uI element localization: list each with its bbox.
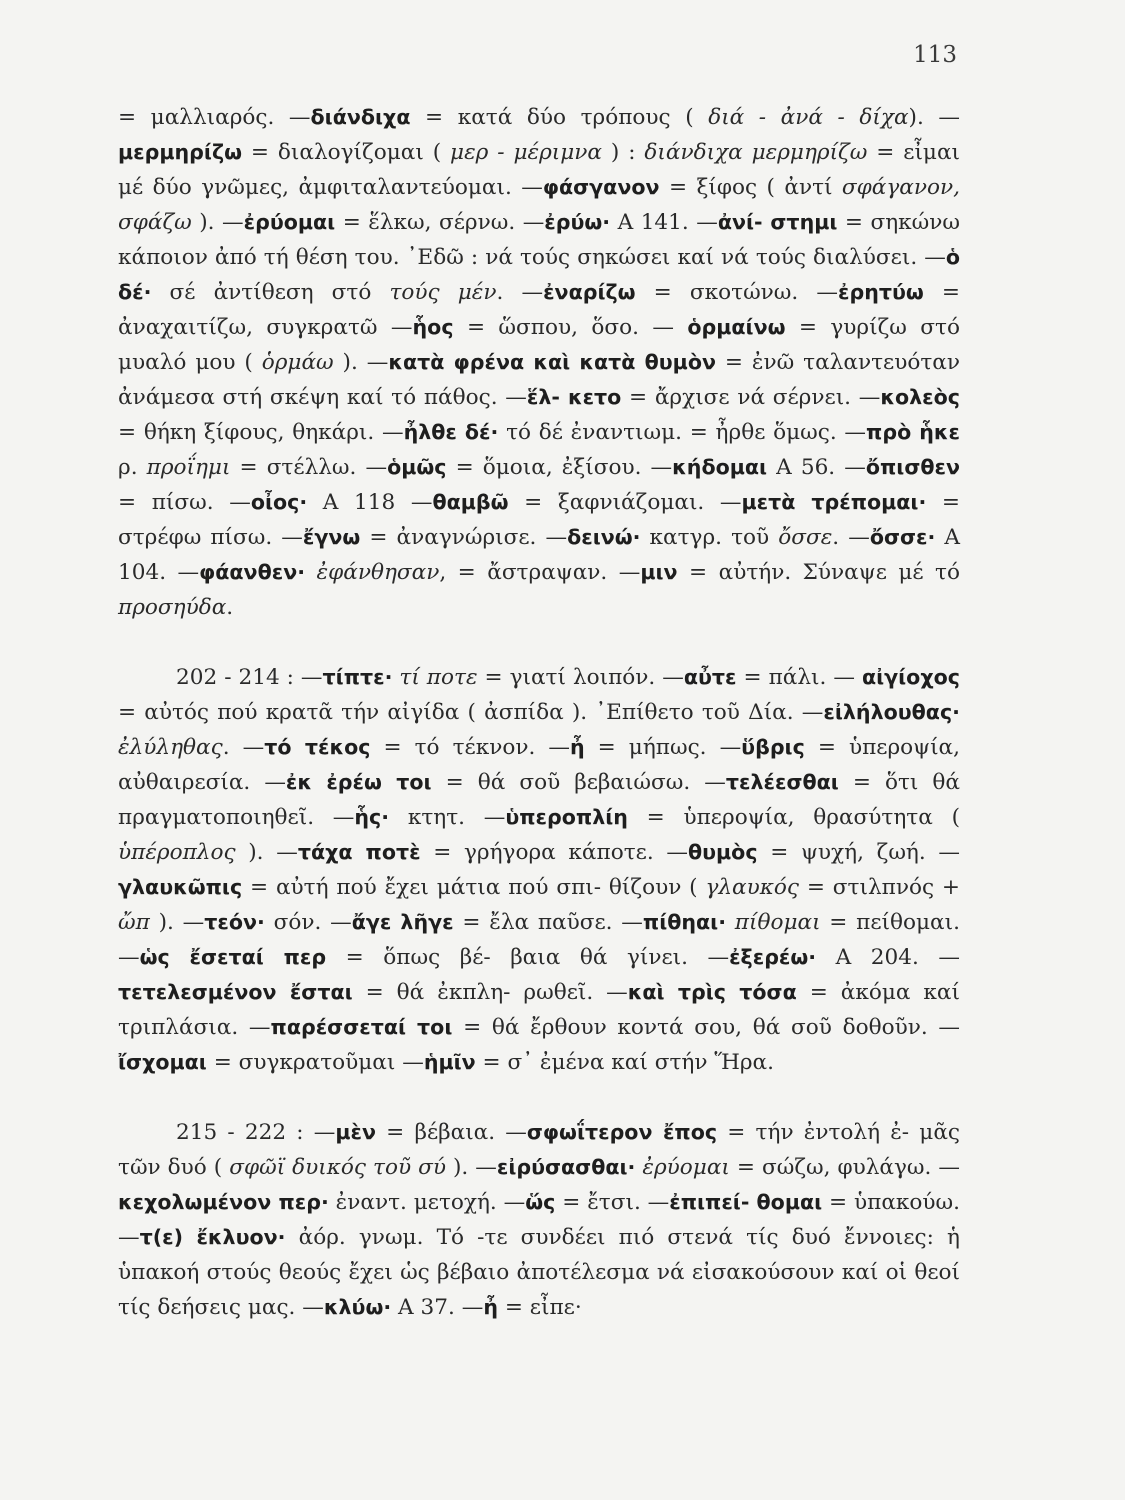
gloss-text: = ἕλκω, σέρνω. —: [335, 210, 545, 235]
headword: τελέεσθαι: [725, 770, 839, 794]
headword: φάσγανον: [542, 175, 660, 199]
gloss-text: = αὐτή πού ἔχει μάτια πού σπι- θίζουν (: [242, 875, 706, 900]
gloss-text: ). —: [191, 210, 244, 235]
headword: τεόν·: [204, 910, 265, 934]
headword: ἀνί- στημι: [717, 210, 838, 234]
italic-term: ἐρύομαι: [642, 1155, 730, 1180]
gloss-text: = ὥσπου, ὅσο. —: [453, 315, 688, 340]
headword: πίθηαι·: [642, 910, 727, 934]
gloss-text: = ἔλα παῦσε. —: [453, 910, 643, 935]
headword: ὕβρις: [741, 735, 805, 759]
gloss-text: [726, 910, 735, 935]
gloss-text: = σώζω, φυλάγω. —: [729, 1155, 960, 1180]
headword: ἐπιπεί- θομαι: [669, 1190, 823, 1214]
italic-term: προΐημι: [146, 455, 231, 480]
headword: μιν: [640, 560, 678, 584]
gloss-text: [305, 560, 316, 585]
gloss-text: = ὑπακούω. —: [118, 1190, 960, 1250]
gloss-text: ). —: [908, 105, 960, 130]
gloss-text: = σκοτώνω. —: [635, 280, 838, 305]
gloss-text: = διαλογίζομαι (: [242, 140, 451, 165]
headword: τάχα ποτὲ: [297, 840, 421, 864]
headword: ἐναρίζω: [543, 280, 636, 304]
gloss-text: = μαλλιαρός. —: [118, 105, 311, 130]
gloss-text: .: [226, 595, 234, 620]
italic-term: ὁρμάω: [261, 350, 334, 375]
gloss-text: = τό τέκνον. —: [370, 735, 570, 760]
italic-term: ὄσσε: [778, 525, 833, 550]
gloss-text: ). —: [235, 840, 298, 865]
gloss-text: Α 118 —: [307, 490, 433, 515]
headword: ἐξερέω·: [729, 945, 817, 969]
gloss-text: = συγκρατοῦμαι —: [206, 1050, 424, 1075]
headword: διάνδιχα: [310, 105, 411, 129]
headword: ὑπεροπλίη: [505, 805, 628, 829]
headword: κεχολωμένον περ·: [118, 1190, 329, 1214]
italic-term: ὑπέροπλος: [118, 840, 236, 865]
headword: ὁ δέ·: [118, 245, 960, 304]
italic-term: πίθομαι: [734, 910, 821, 935]
headword: τό τέκος: [264, 735, 371, 759]
headword: αἰγίοχος: [861, 665, 960, 689]
italic-term: ἐλύληθας: [118, 735, 223, 760]
gloss-text: ρ.: [118, 455, 147, 480]
gloss-text: Α 37. —: [391, 1295, 484, 1320]
headword: τετελεσμένον ἔσται: [118, 980, 353, 1004]
gloss-text: = ὅπως βέ- βαια θά γίνει. —: [326, 945, 730, 970]
paragraph-gap: [118, 625, 960, 660]
headword: ἕλ- κετο: [526, 385, 622, 409]
gloss-text: Α 204. —: [816, 945, 960, 970]
gloss-text: 215 - 222 : —: [176, 1120, 336, 1145]
gloss-text: . —: [222, 735, 265, 760]
headword: ἧς·: [354, 805, 390, 829]
gloss-text: ἀόρ. γνωμ. Τό -τε συνδέει πιό στενά τίς δυό ἔννοιες: ἡ ὑπακοή στούς θεούς ἔχει ὡς βέβαιο ἀποτέλεσμα νά εἰσακούσουν καί οἱ θεοί τίς δεήσεις μας. —: [118, 1225, 960, 1320]
gloss-text: ). —: [333, 350, 389, 375]
headword: ἄγε λῆγε: [351, 910, 454, 934]
italic-term: διά - ἀνά - δίχα: [708, 105, 909, 130]
italic-term: ὤπ: [118, 910, 150, 935]
gloss-text: = ἔτσι. —: [555, 1190, 670, 1215]
headword: τίπτε·: [322, 665, 393, 689]
gloss-text: = θά ἐκπλη- ρωθεῖ. —: [352, 980, 628, 1005]
text-block: [118, 100, 960, 1325]
headword: ἐκ ἐρέω τοι: [285, 770, 432, 794]
gloss-text: = ξαφνιάζομαι. —: [508, 490, 742, 515]
italic-term: σφάγανον, σφάζω: [118, 175, 960, 235]
headword: ὁμῶς: [387, 455, 447, 479]
headword: κατὰ φρένα καὶ κατὰ θυμὸν: [388, 350, 717, 374]
gloss-text: ). —: [149, 910, 205, 935]
page-number: 113: [913, 42, 957, 68]
paragraph-p3: [118, 1115, 960, 1325]
headword: ἦ: [569, 735, 585, 759]
gloss-text: = ὅμοια, ἐξίσου. —: [446, 455, 673, 480]
headword: ἔγνω: [302, 525, 361, 549]
headword: κήδομαι: [672, 455, 768, 479]
headword: κλύω·: [323, 1295, 392, 1319]
gloss-text: = ψυχή, ζωή. —: [757, 840, 960, 865]
gloss-text: Α 141. —: [610, 210, 718, 235]
gloss-text: = μήπως. —: [584, 735, 742, 760]
gloss-text: = σ᾿ ἐμένα καί στήν Ἥρα.: [475, 1050, 774, 1075]
headword: ἧος: [412, 315, 454, 339]
gloss-text: = θήκη ξίφους, θηκάρι. —: [118, 420, 404, 445]
gloss-text: = ἀναγνώρισε. —: [360, 525, 568, 550]
gloss-text: = πείθομαι. —: [118, 910, 960, 970]
gloss-text: = σηκώνω κάποιον ἀπό τή θέση του. ᾿Εδῶ : νά τούς σηκώσει καί νά τούς διαλύσει. —: [118, 210, 960, 270]
headword: μερμηρίζω: [118, 140, 243, 164]
gloss-text: = γυρίζω στό μυαλό μου (: [118, 315, 960, 375]
italic-term: μερ - μέριμνα: [450, 140, 602, 165]
gloss-text: σόν. —: [264, 910, 352, 935]
gloss-text: = ξίφος ( ἀντί: [659, 175, 842, 200]
gloss-text: = ἄρχισε νά σέρνει. —: [621, 385, 881, 410]
gloss-text: τό δέ ἐναντιωμ. = ἦρθε ὅμως. —: [498, 420, 867, 445]
gloss-text: = ἐνῶ ταλαντευόταν ἀνάμεσα στή σκέψη καί τό πάθος. —: [118, 350, 960, 410]
gloss-text: = εἶμαι μέ δύο γνῶμες, ἀμφιταλαντεύομαι. —: [118, 140, 961, 200]
italic-term: γλαυκός: [705, 875, 800, 900]
paragraph-p2: [118, 660, 960, 1080]
gloss-text: = τήν ἐντολή ἐ- μᾶς τῶν δυό (: [118, 1120, 960, 1180]
headword: εἰρύσασθαι·: [496, 1155, 636, 1179]
headword: καὶ τρὶς τόσα: [627, 980, 797, 1004]
gloss-text: = ὅτι θά πραγματοποιηθεῖ. —: [118, 770, 960, 830]
gloss-text: σέ ἀντίθεση στό: [151, 280, 390, 305]
headword: εἰλήλουθας·: [823, 700, 960, 724]
headword: ἴσχομαι: [118, 1050, 207, 1074]
headword: ὁρμαίνω: [687, 315, 786, 339]
headword: ἦ: [483, 1295, 498, 1319]
headword: φάανθεν·: [199, 560, 306, 584]
headword: θαμβῶ: [432, 490, 509, 514]
gloss-text: . —: [832, 525, 870, 550]
gloss-text: = θά ἔρθουν κοντά σου, θά σοῦ δοθοῦν. —: [452, 1015, 960, 1040]
headword: θυμὸς: [687, 840, 758, 864]
headword: αὖτε: [683, 665, 737, 689]
headword: γλαυκῶπις: [118, 875, 243, 899]
gloss-text: ) :: [601, 140, 645, 165]
gloss-text: = αὐτός πού κρατᾶ τήν αἰγίδα ( ἀσπίδα ). ᾿Επίθετο τοῦ Δία. —: [118, 700, 824, 725]
headword: μὲν: [335, 1120, 376, 1144]
headword: ὄσσε·: [869, 525, 936, 549]
gloss-text: = στρέφω πίσω. —: [118, 490, 961, 550]
headword: οἶος·: [250, 490, 308, 514]
gloss-text: = αὐτήν. Σύναψε μέ τό: [677, 560, 960, 585]
italic-term: τούς μέν: [389, 280, 497, 305]
italic-term: προσηύδα: [118, 595, 227, 620]
gloss-text: = πίσω. —: [118, 490, 251, 515]
gloss-text: κτητ. —: [389, 805, 506, 830]
italic-term: ἐφάνθησαν: [316, 560, 440, 585]
gloss-text: Α 104. —: [118, 525, 960, 585]
paragraph-gap: [118, 1080, 960, 1115]
gloss-text: ). —: [445, 1155, 497, 1180]
headword: ἡμῖν: [423, 1050, 476, 1074]
gloss-text: = ὑπεροψία, αὐθαιρεσία. —: [118, 735, 961, 795]
headword: ἐρύομαι: [243, 210, 336, 234]
gloss-text: = θά σοῦ βεβαιώσω. —: [431, 770, 726, 795]
gloss-text: Α 56. —: [767, 455, 866, 480]
italic-term: τί ποτε: [399, 665, 478, 690]
gloss-text: = βέβαια. —: [376, 1120, 527, 1145]
gloss-text: = ἀκόμα καί τριπλάσια. —: [118, 980, 960, 1040]
headword: πρὸ ἧκε: [866, 420, 960, 444]
gloss-text: = εἶπε·: [497, 1295, 582, 1320]
gloss-text: = γρήγορα κάποτε. —: [420, 840, 688, 865]
gloss-text: κατγρ. τοῦ: [640, 525, 779, 550]
gloss-text: = στιλπνός +: [799, 875, 960, 900]
headword: κολεὸς: [880, 385, 960, 409]
headword: μετὰ τρέπομαι·: [741, 490, 927, 514]
headword: ἐρητύω: [837, 280, 924, 304]
gloss-text: . —: [496, 280, 544, 305]
gloss-text: = στέλλω. —: [230, 455, 388, 480]
headword: σφωΐτερον ἔπος: [526, 1120, 718, 1144]
italic-term: διάνδιχα μερμηρίζω: [644, 140, 868, 165]
headword: τ(ε) ἔκλυον·: [139, 1225, 286, 1249]
gloss-text: 202 - 214 : —: [176, 665, 323, 690]
paragraph-p1: [118, 100, 960, 625]
headword: δεινώ·: [567, 525, 641, 549]
headword: ἦλθε δέ·: [403, 420, 499, 444]
gloss-text: = ὑπεροψία, θρασύτητα (: [627, 805, 960, 830]
gloss-text: = γιατί λοιπόν. —: [477, 665, 684, 690]
gloss-text: = πάλι. —: [736, 665, 862, 690]
gloss-text: = κατά δύο τρόπους (: [410, 105, 709, 130]
italic-term: σφῶϊ δυικός τοῦ σύ: [229, 1155, 446, 1180]
headword: ὡς ἔσεταί περ: [139, 945, 327, 969]
headword: ἐρύω·: [544, 210, 611, 234]
headword: ὥς: [525, 1190, 556, 1214]
gloss-text: = ἀναχαιτίζω, συγκρατῶ —: [118, 280, 961, 340]
gloss-text: ἐναντ. μετοχή. —: [328, 1190, 526, 1215]
headword: παρέσσεταί τοι: [270, 1015, 453, 1039]
headword: ὄπισθεν: [865, 455, 960, 479]
gloss-text: , = ἄστραψαν. —: [439, 560, 641, 585]
